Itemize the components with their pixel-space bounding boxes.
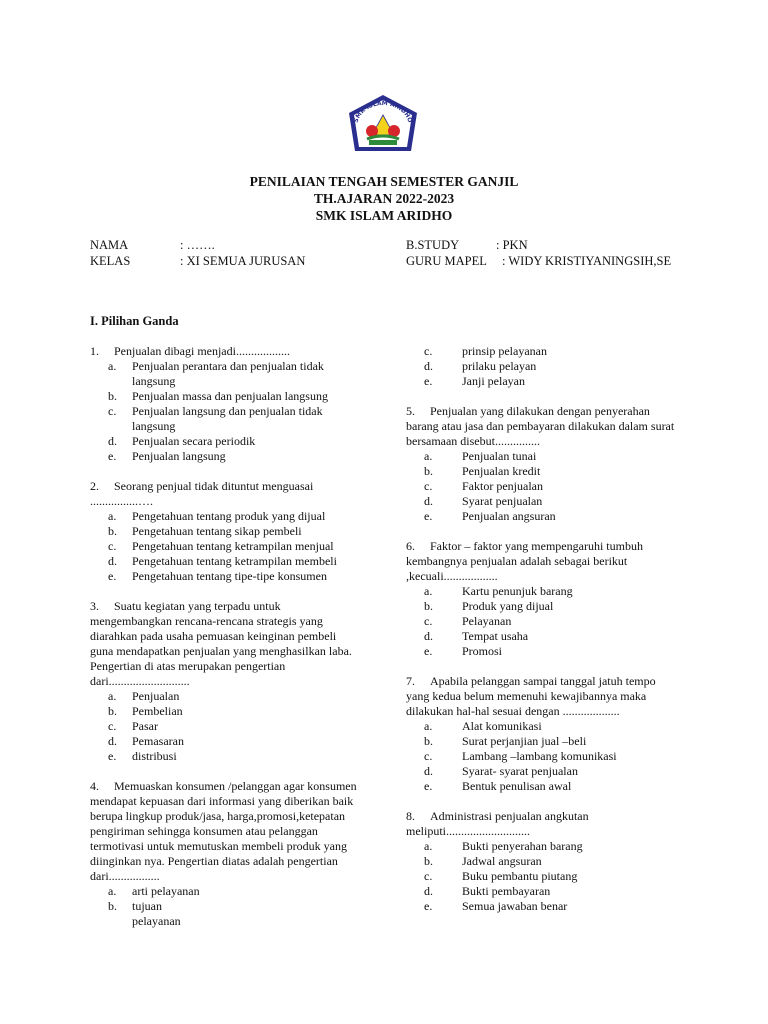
option-letter: b.	[424, 854, 433, 868]
option-letter: a.	[108, 509, 117, 523]
option[interactable]	[406, 884, 676, 899]
option-letter: b.	[108, 704, 117, 718]
option-text: Bukti pembayaran	[462, 884, 551, 898]
option[interactable]	[406, 614, 676, 629]
option[interactable]	[406, 734, 676, 749]
option-text: Semua jawaban benar	[462, 899, 568, 913]
option-text: Penjualan tunai	[462, 449, 537, 463]
option[interactable]	[406, 854, 676, 869]
option-text: Pengetahuan tentang sikap pembeli	[132, 524, 302, 538]
option[interactable]	[90, 899, 181, 929]
option[interactable]	[406, 629, 676, 644]
option-letter: c.	[424, 479, 433, 493]
option-letter: a.	[108, 689, 117, 703]
option-letter: e.	[424, 374, 433, 388]
nama-label: NAMA	[90, 238, 129, 252]
question-continued	[406, 344, 676, 389]
option[interactable]	[90, 749, 360, 764]
option-text: distribusi	[132, 749, 177, 763]
option-letter: c.	[108, 719, 117, 733]
question	[90, 779, 360, 929]
option[interactable]	[406, 494, 676, 509]
kelas-label: KELAS	[90, 254, 131, 268]
option-text: Penjualan	[132, 689, 180, 703]
option-text: Penjualan langsung dan penjualan tidak langsung	[132, 404, 323, 433]
option[interactable]	[90, 404, 360, 434]
option[interactable]	[90, 389, 360, 404]
option[interactable]	[90, 734, 360, 749]
option-letter: e.	[424, 509, 433, 523]
option-letter: e.	[424, 644, 433, 658]
option[interactable]	[90, 524, 360, 539]
questions-left-column	[90, 344, 360, 944]
option[interactable]	[90, 449, 360, 464]
option[interactable]	[406, 764, 676, 779]
option[interactable]	[406, 374, 676, 389]
option-letter: e.	[424, 899, 433, 913]
question	[406, 674, 676, 794]
option[interactable]	[90, 884, 360, 899]
question-number: 2.	[90, 479, 99, 493]
option[interactable]	[90, 569, 360, 584]
option[interactable]	[90, 554, 360, 569]
option-letter: d.	[424, 884, 433, 898]
option-letter: e.	[108, 569, 117, 583]
title-line-3: SMK ISLAM ARIDHO	[315, 208, 453, 223]
option-text: Buku pembantu piutang	[462, 869, 578, 883]
option-text: Lambang –lambang komunikasi	[462, 749, 617, 763]
option-text: Pengetahuan tentang ketrampilan menjual	[132, 539, 334, 553]
question	[90, 599, 360, 764]
option-letter: d.	[424, 359, 433, 373]
option-letter: c.	[108, 539, 117, 553]
option[interactable]	[90, 719, 360, 734]
logo-text: SMK ISLAM ARIDHO	[352, 99, 414, 124]
question-stem: Seorang penjual tidak dituntut menguasai ................….	[90, 479, 314, 508]
option-text: Pasar	[132, 719, 158, 733]
question	[90, 344, 360, 464]
option-letter: a.	[424, 839, 433, 853]
section-title: I. Pilihan Ganda	[90, 314, 179, 328]
option-letter: b.	[424, 734, 433, 748]
question-number: 6.	[406, 539, 415, 553]
option-text: Tempat usaha	[462, 629, 529, 643]
option[interactable]	[90, 509, 360, 524]
option-text: Syarat- syarat penjualan	[462, 764, 578, 778]
info-left	[90, 237, 305, 269]
title-line-1: PENILAIAN TENGAH SEMESTER GANJIL	[249, 174, 519, 189]
question-stem: Apabila pelanggan sampai tanggal jatuh tempo yang kedua belum memenuhi kewajibannya maka dilakukan hal-hal sesuai dengan ...................	[406, 674, 656, 718]
option-letter: b.	[108, 899, 117, 913]
question-stem: Administrasi penjualan angkutan meliputi............................	[406, 809, 589, 838]
option[interactable]	[406, 464, 676, 479]
info-right	[406, 237, 671, 269]
question-number: 1.	[90, 344, 99, 358]
option-letter: b.	[424, 599, 433, 613]
option-text: arti pelayanan	[132, 884, 200, 898]
option[interactable]	[406, 479, 676, 494]
study-value: : PKN	[496, 238, 528, 252]
option[interactable]	[406, 899, 676, 914]
option-letter: d.	[108, 734, 117, 748]
option-letter: d.	[108, 434, 117, 448]
option-letter: e.	[108, 749, 117, 763]
question-number: 8.	[406, 809, 415, 823]
option-text: Promosi	[462, 644, 503, 658]
question-number: 5.	[406, 404, 415, 418]
option-text: Jadwal angsuran	[462, 854, 542, 868]
question-stem: Penjualan dibagi menjadi..................	[114, 344, 290, 358]
option-text: Pemasaran	[132, 734, 184, 748]
option-letter: e.	[108, 449, 117, 463]
option-text: Produk yang dijual	[462, 599, 554, 613]
question-number: 7.	[406, 674, 415, 688]
option-letter: d.	[108, 554, 117, 568]
option-text: Penjualan perantara dan penjualan tidak langsung	[132, 359, 324, 388]
question-number: 4.	[90, 779, 99, 793]
question-stem: Penjualan yang dilakukan dengan penyerahan barang atau jasa dan pembayaran dilakukan dalam surat bersamaan disebut...............	[406, 404, 675, 448]
option-text: Pengetahuan tentang tipe-tipe konsumen	[132, 569, 327, 583]
study-label: B.STUDY	[406, 238, 460, 252]
option[interactable]	[90, 539, 360, 554]
question-stem: Memuaskan konsumen /pelanggan agar konsumen mendapat kepuasan dari informasi yang diberikan baik berupa lingkup produk/jasa, harga,promosi,ketepatan pengiriman sehingga konsumen atau pelanggan termotivasi untuk memutuskan membeli produk yang diinginkan nya. Pengertian diatas adalah pengertian dari.................	[90, 779, 357, 883]
option-letter: d.	[424, 764, 433, 778]
question-number: 3.	[90, 599, 99, 613]
option-text: Pelayanan	[462, 614, 512, 628]
option-letter: c.	[424, 614, 433, 628]
option[interactable]	[90, 689, 360, 704]
option-text: prilaku pelayan	[462, 359, 537, 373]
option-text: prinsip pelayanan	[462, 344, 547, 358]
option-text: Pengetahuan tentang ketrampilan membeli	[132, 554, 337, 568]
option[interactable]	[406, 749, 676, 764]
option[interactable]	[406, 779, 676, 794]
guru-label: GURU MAPEL	[406, 254, 487, 268]
kelas-value: : XI SEMUA JURUSAN	[180, 254, 306, 268]
option-text: Janji pelayan	[462, 374, 525, 388]
option-text: Pengetahuan tentang produk yang dijual	[132, 509, 326, 523]
question-stem: Suatu kegiatan yang terpadu untuk mengembangkan rencana-rencana strategis yang diarahkan pada usaha pemuasan keinginan pembeli guna mendapatkan penjualan yang menghasilkan laba. Pengertian di atas merupakan pengertian dari...........................	[90, 599, 352, 688]
option-text: Penjualan massa dan penjualan langsung	[132, 389, 328, 403]
option-letter: b.	[108, 524, 117, 538]
option-letter: c.	[424, 749, 433, 763]
option[interactable]	[406, 449, 676, 464]
question	[406, 809, 676, 914]
option-text: Penjualan kredit	[462, 464, 541, 478]
question	[406, 404, 676, 524]
option[interactable]	[406, 869, 676, 884]
option-text: Bukti penyerahan barang	[462, 839, 583, 853]
option-letter: a.	[108, 884, 117, 898]
document-heading	[0, 173, 768, 224]
title-line-2: TH.AJARAN 2022-2023	[313, 191, 455, 206]
option-letter: b.	[424, 464, 433, 478]
question	[406, 539, 676, 659]
option-text: Alat komunikasi	[462, 719, 542, 733]
option-letter: a.	[424, 719, 433, 733]
questions-right-column	[406, 344, 676, 929]
nama-value: : …….	[180, 238, 215, 252]
option[interactable]	[406, 584, 676, 599]
option[interactable]	[406, 344, 676, 359]
option-letter: b.	[108, 389, 117, 403]
option-text: Kartu penunjuk barang	[462, 584, 573, 598]
option-letter: c.	[108, 404, 117, 418]
guru-value: : WIDY KRISTIYANINGSIH,SE	[502, 254, 672, 268]
option-text: Surat perjanjian jual –beli	[462, 734, 587, 748]
option-text: Penjualan langsung	[132, 449, 226, 463]
option[interactable]	[406, 719, 676, 734]
option-letter: e.	[424, 779, 433, 793]
question-stem: Faktor – faktor yang mempengaruhi tumbuh kembangnya penjualan adalah sebagai berikut ,kecuali..................	[406, 539, 643, 583]
option-text: Penjualan secara periodik	[132, 434, 256, 448]
option-letter: a.	[424, 584, 433, 598]
question	[90, 479, 360, 584]
option-text: Pembelian	[132, 704, 183, 718]
option[interactable]	[90, 434, 360, 449]
option[interactable]	[90, 704, 360, 719]
option-letter: a.	[424, 449, 433, 463]
option[interactable]	[406, 599, 676, 614]
option[interactable]	[90, 359, 360, 389]
option[interactable]	[406, 644, 676, 659]
option[interactable]	[406, 359, 676, 374]
option-text: Penjualan angsuran	[462, 509, 556, 523]
option-text: Syarat penjualan	[462, 494, 543, 508]
option-text: Faktor penjualan	[462, 479, 543, 493]
option[interactable]	[406, 839, 676, 854]
option-letter: d.	[424, 629, 433, 643]
option[interactable]	[406, 509, 676, 524]
option-letter: c.	[424, 869, 433, 883]
option-letter: c.	[424, 344, 433, 358]
school-logo	[345, 93, 421, 159]
option-text: Bentuk penulisan awal	[462, 779, 572, 793]
option-letter: a.	[108, 359, 117, 373]
option-text: tujuan pelayanan	[132, 899, 181, 928]
option-letter: d.	[424, 494, 433, 508]
